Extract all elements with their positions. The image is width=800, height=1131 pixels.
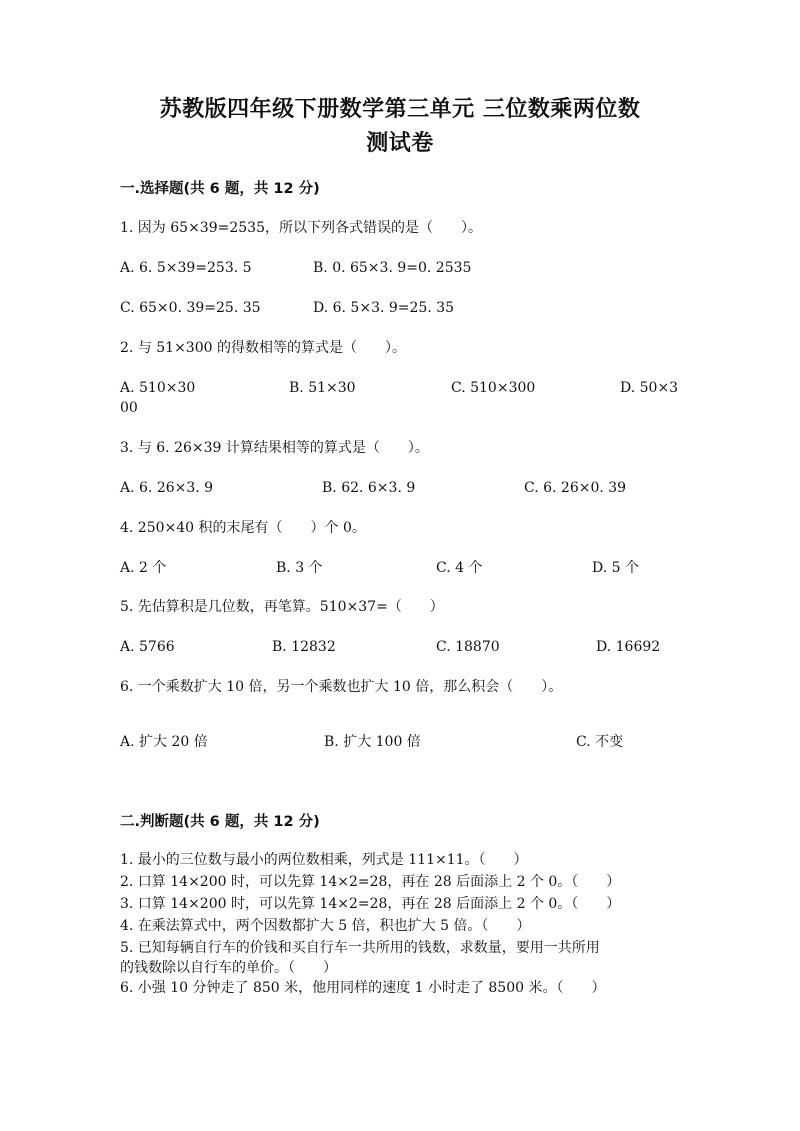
option-b: B. 0. 65×3. 9=0. 2535: [313, 260, 472, 276]
option-b: B. 12832: [272, 639, 336, 655]
option-c: C. 不变: [576, 734, 624, 750]
option-b: B. 扩大 100 倍: [324, 734, 421, 750]
true-false-line: 6. 小强 10 分钟走了 850 米，他用同样的速度 1 小时走了 8500 米。（ ）: [120, 980, 606, 996]
option-a: A. 6. 5×39=253. 5: [120, 260, 252, 276]
option-b: B. 3 个: [276, 560, 323, 576]
option-a: A. 6. 26×3. 9: [120, 480, 214, 496]
option-d: D. 16692: [596, 639, 661, 655]
option-c: C. 65×0. 39=25. 35: [120, 300, 261, 316]
option-a: A. 5766: [120, 639, 175, 655]
option-a: A. 510×30: [120, 380, 196, 396]
option-a: A. 扩大 20 倍: [120, 734, 208, 750]
question-stem: 6. 一个乘数扩大 10 倍，另一个乘数也扩大 10 倍，那么积会（ ）。: [120, 679, 563, 695]
option-d: D. 6. 5×3. 9=25. 35: [313, 300, 455, 316]
true-false-line: 5. 已知每辆自行车的价钱和买自行车一共所用的钱数，求数量，要用一共所用: [120, 940, 600, 956]
page-title-line-2: 测试卷: [366, 131, 434, 156]
option-c: C. 18870: [436, 639, 500, 655]
option-a: A. 2 个: [120, 560, 167, 576]
true-false-line: 的钱数除以自行车的单价。（ ）: [120, 960, 337, 976]
true-false-line: 2. 口算 14×200 时，可以先算 14×2=28，再在 28 后面添上 2 个 0。（ ）: [120, 874, 621, 890]
option-d: D. 50×3: [620, 380, 679, 396]
question-stem: 5. 先估算积是几位数，再笔算。510×37=（ ）: [120, 599, 444, 615]
option-c: C. 4 个: [436, 560, 483, 576]
question-stem: 3. 与 6. 26×39 计算结果相等的算式是（ ）。: [120, 440, 429, 456]
option-c: C. 510×300: [451, 380, 536, 396]
question-stem: 2. 与 51×300 的得数相等的算式是（ ）。: [120, 340, 406, 356]
option-b: B. 62. 6×3. 9: [322, 480, 416, 496]
option-d-wrap: 00: [120, 400, 138, 416]
question-stem: 1. 因为 65×39=2535，所以下列各式错误的是（ ）。: [120, 220, 482, 236]
question-stem: 4. 250×40 积的末尾有（ ）个 0。: [120, 520, 366, 536]
true-false-line: 4. 在乘法算式中，两个因数都扩大 5 倍，积也扩大 5 倍。（ ）: [120, 918, 531, 934]
true-false-line: 1. 最小的三位数与最小的两位数相乘，列式是 111×11。（ ）: [120, 852, 528, 868]
true-false-line: 3. 口算 14×200 时，可以先算 14×2=28，再在 28 后面添上 2 个 0。（ ）: [120, 896, 621, 912]
option-c: C. 6. 26×0. 39: [524, 480, 627, 496]
section-heading-choice: 一.选择题(共 6 题，共 12 分): [120, 181, 320, 197]
section-heading-true-false: 二.判断题(共 6 题，共 12 分): [120, 814, 320, 830]
page-title-line-1: 苏教版四年级下册数学第三单元 三位数乘两位数: [159, 97, 641, 122]
option-b: B. 51×30: [289, 380, 356, 396]
option-d: D. 5 个: [592, 560, 639, 576]
